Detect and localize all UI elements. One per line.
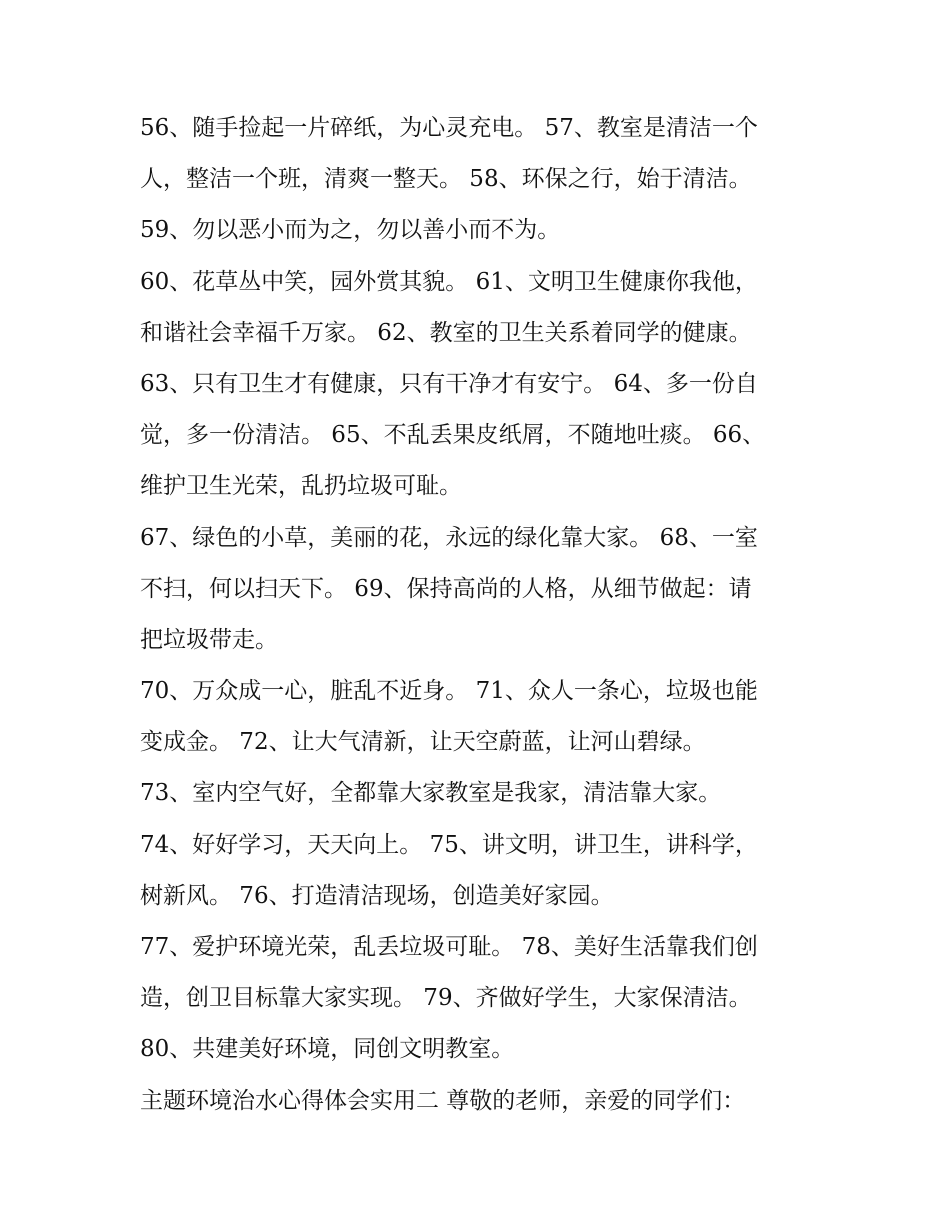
- text-line: 主题环境治水心得体会实用二 尊敬的老师，亲爱的同学们：: [140, 1087, 746, 1114]
- text-line: 59、勿以恶小而为之，勿以善小而不为。: [140, 217, 561, 244]
- text-line: 80、共建美好环境，同创文明教室。: [140, 1036, 515, 1063]
- text-line: 56、随手捡起一片碎纸，为心灵充电。 57、教室是清洁一个: [140, 115, 758, 141]
- text-line: 73、室内空气好，全都靠大家教室是我家，清洁靠大家。: [140, 780, 722, 807]
- text-line: 60、花草丛中笑，园外赏其貌。 61、文明卫生健康你我他，: [140, 268, 758, 295]
- text-line: 77、爱护环境光荣，乱丢垃圾可耻。 78、美好生活靠我们创: [140, 934, 758, 960]
- text-line: 67、绿色的小草，美丽的花，永远的绿化靠大家。 68、一室: [140, 524, 758, 551]
- text-line: 人，整洁一个班，清爽一整天。 58、环保之行，始于清洁。: [140, 166, 752, 193]
- text-line: 63、只有卫生才有健康，只有干净才有安宁。 64、多一份自: [140, 370, 758, 397]
- text-line: 74、好好学习，天天向上。 75、讲文明，讲卫生，讲科学，: [140, 831, 758, 858]
- body-text: [140, 103, 800, 1127]
- text-line: 把垃圾带走。: [140, 626, 278, 653]
- text-line: 70、万众成一心，脏乱不近身。 71、众人一条心，垃圾也能: [140, 678, 758, 705]
- text-line: 觉，多一份清洁。 65、不乱丢果皮纸屑，不随地吐痰。 66、: [140, 422, 766, 449]
- text-line: 树新风。 76、打造清洁现场，创造美好家园。: [140, 882, 614, 909]
- text-line: 变成金。 72、让大气清新，让天空蔚蓝，让河山碧绿。: [140, 729, 706, 756]
- text-line: 维护卫生光荣，乱扔垃圾可耻。: [140, 473, 462, 500]
- text-line: 不扫，何以扫天下。 69、保持高尚的人格，从细节做起：请: [140, 575, 752, 602]
- text-line: 和谐社会幸福千万家。 62、教室的卫生关系着同学的健康。: [140, 319, 752, 346]
- text-line: 造，创卫目标靠大家实现。 79、齐做好学生，大家保清洁。: [140, 985, 752, 1012]
